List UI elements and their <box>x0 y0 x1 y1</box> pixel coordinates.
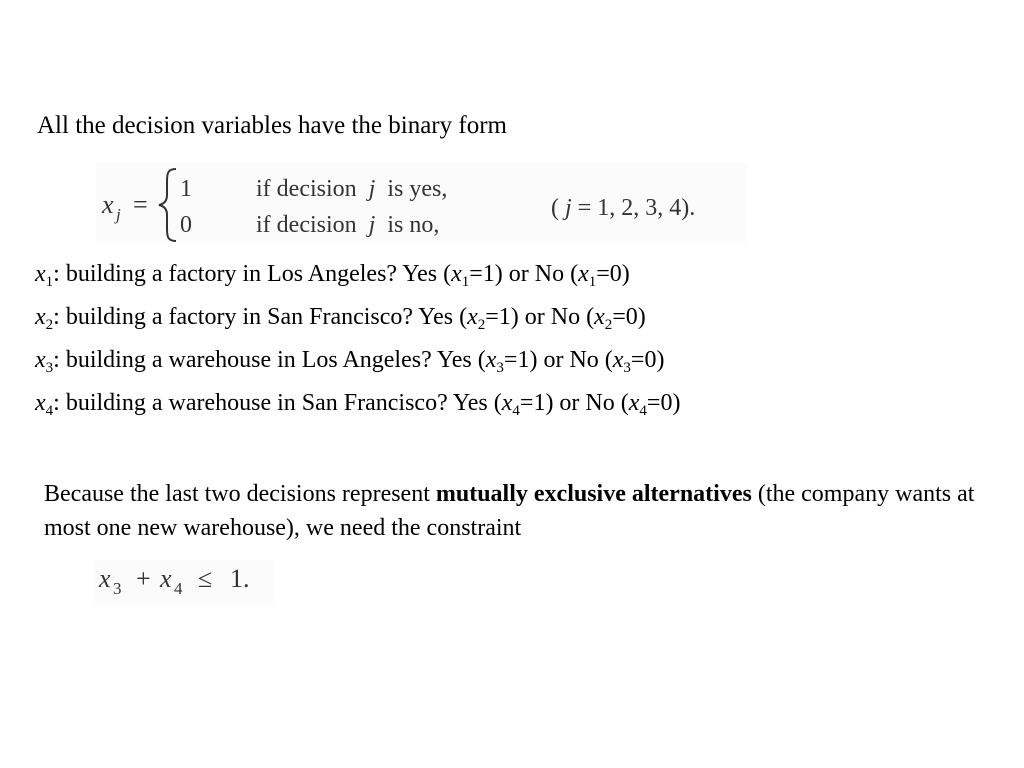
binary-form-formula-svg <box>96 163 746 243</box>
paragraph-before: Because the last two decisions represent <box>44 481 436 507</box>
decision-end: =0) <box>612 304 646 330</box>
decision-sub: 1 <box>45 274 54 290</box>
range-rest: = 1, 2, 3, 4). <box>577 195 696 221</box>
decision-var: x <box>612 347 624 373</box>
binary-form-formula <box>96 163 746 243</box>
case1-value: 1 <box>180 176 192 202</box>
case2-suffix: is no, <box>387 212 440 238</box>
decision-text: : building a factory in San Francisco? Yes ( <box>53 304 468 330</box>
decision-mid: =1) or No ( <box>503 347 613 373</box>
case2-text <box>256 212 439 238</box>
formula-lhs-sub: j <box>116 205 121 224</box>
decision-sub: 1 <box>588 274 597 290</box>
case1-text <box>256 176 447 202</box>
decision-var: x <box>35 304 46 330</box>
decision-list <box>35 256 680 428</box>
constraint-formula <box>94 560 274 604</box>
decision-text: : building a factory in Los Angeles? Yes ( <box>53 261 452 287</box>
decision-text: : building a warehouse in San Francisco? Yes ( <box>53 390 502 416</box>
decision-text: : building a warehouse in Los Angeles? Yes ( <box>53 347 486 373</box>
case1-suffix: is yes, <box>387 176 448 202</box>
decision-sub: 3 <box>496 360 504 376</box>
formula-equals: = <box>133 190 148 219</box>
decision-sub: 4 <box>512 403 520 419</box>
case2-j: j <box>368 212 376 238</box>
paragraph-after: (the company wants at most one new warehouse), we need the constraint <box>44 481 975 541</box>
decision-sub: 2 <box>45 317 54 333</box>
left-brace-icon <box>159 169 176 241</box>
case1-j: j <box>368 176 376 202</box>
formula-range <box>551 195 695 221</box>
decision-var: x <box>628 390 640 416</box>
constraint-formula-svg <box>94 560 274 604</box>
decision-line-3 <box>35 342 680 385</box>
case1-prefix: if decision <box>256 176 357 202</box>
formula-lhs-var: x <box>102 190 114 219</box>
constraint-sub2: 4 <box>174 579 183 598</box>
decision-sub: 2 <box>604 317 613 333</box>
range-open: ( <box>551 195 559 221</box>
decision-var: x <box>35 261 46 287</box>
decision-var: x <box>467 304 478 330</box>
decision-end: =0) <box>646 390 681 416</box>
constraint-rhs: 1. <box>230 564 250 593</box>
decision-sub: 4 <box>45 403 54 419</box>
case2-prefix: if decision <box>256 212 357 238</box>
decision-mid: =1) or No ( <box>469 261 579 287</box>
decision-var: x <box>35 347 46 373</box>
constraint-var1: x <box>99 564 111 593</box>
decision-sub: 1 <box>461 274 470 290</box>
decision-line-1 <box>35 256 680 299</box>
decision-var: x <box>35 390 46 416</box>
decision-var: x <box>501 390 513 416</box>
decision-end: =0) <box>596 261 630 287</box>
constraint-var2: x <box>160 564 172 593</box>
decision-mid: =1) or No ( <box>519 390 629 416</box>
decision-var: x <box>451 261 462 287</box>
decision-var: x <box>594 304 605 330</box>
decision-mid: =1) or No ( <box>485 304 595 330</box>
decision-sub: 2 <box>477 317 486 333</box>
decision-line-4 <box>35 385 680 428</box>
range-j: j <box>565 195 572 221</box>
decision-sub: 3 <box>45 360 54 376</box>
constraint-paragraph <box>44 477 984 545</box>
case2-value: 0 <box>180 212 192 238</box>
decision-sub: 3 <box>623 360 631 376</box>
constraint-sub1: 3 <box>113 579 122 598</box>
constraint-leq: ≤ <box>198 564 213 593</box>
decision-var: x <box>485 347 497 373</box>
decision-var: x <box>578 261 589 287</box>
decision-sub: 4 <box>639 403 647 419</box>
decision-end: =0) <box>630 347 665 373</box>
intro-text: All the decision variables have the binary form <box>37 112 507 139</box>
constraint-plus: + <box>136 564 151 593</box>
decision-line-2 <box>35 299 680 342</box>
paragraph-bold: mutually exclusive alternatives <box>435 481 752 507</box>
